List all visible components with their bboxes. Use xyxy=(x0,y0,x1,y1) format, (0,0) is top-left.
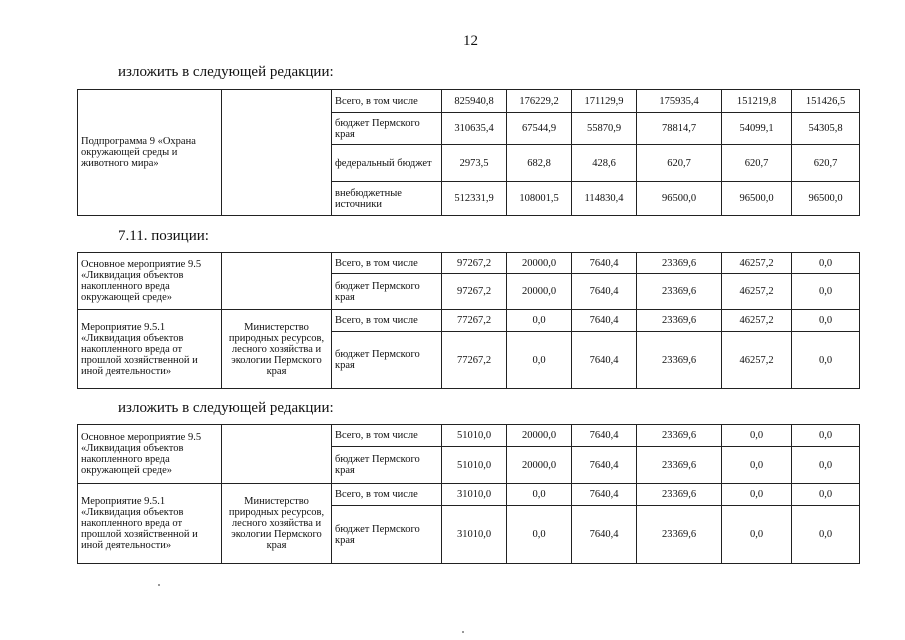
value-cell: 0,0 xyxy=(722,506,792,564)
value-cell: 0,0 xyxy=(722,425,792,447)
value-cell: 7640,4 xyxy=(572,332,637,389)
value-cell: 23369,6 xyxy=(637,274,722,310)
value-cell: 20000,0 xyxy=(507,425,572,447)
value-cell: 78814,7 xyxy=(637,113,722,145)
table-row xyxy=(78,253,860,274)
value-cell: 97267,2 xyxy=(442,253,507,274)
value-cell: 0,0 xyxy=(792,310,860,332)
value-cell: 428,6 xyxy=(572,145,637,182)
value-cell: 108001,5 xyxy=(507,182,572,216)
value-cell: 97267,2 xyxy=(442,274,507,310)
section-heading-replace-2: изложить в следующей редакции: xyxy=(118,400,334,416)
value-cell: 67544,9 xyxy=(507,113,572,145)
activity-name-cell: Мероприятие 9.5.1 «Ликвидация объектов накопленного вреда от прошлой хозяйственной и иной деятельности» xyxy=(78,310,222,389)
value-cell: 7640,4 xyxy=(572,310,637,332)
value-cell: 175935,4 xyxy=(637,90,722,113)
funding-source-cell: бюджет Пермского края xyxy=(332,332,442,389)
funding-source-cell: бюджет Пермского края xyxy=(332,447,442,484)
value-cell: 0,0 xyxy=(722,484,792,506)
value-cell: 20000,0 xyxy=(507,274,572,310)
value-cell: 176229,2 xyxy=(507,90,572,113)
value-cell: 96500,0 xyxy=(722,182,792,216)
value-cell: 7640,4 xyxy=(572,253,637,274)
value-cell: 7640,4 xyxy=(572,447,637,484)
value-cell: 20000,0 xyxy=(507,447,572,484)
main-activity-name-cell: Основное мероприятие 9.5 «Ликвидация объектов накопленного вреда окружающей среде» xyxy=(78,253,222,310)
table-row xyxy=(78,484,860,506)
value-cell: 0,0 xyxy=(792,447,860,484)
value-cell: 96500,0 xyxy=(637,182,722,216)
table-row xyxy=(78,310,860,332)
section-heading-replace-1: изложить в следующей редакции: xyxy=(118,64,334,80)
funding-table-old-positions xyxy=(77,252,860,389)
funding-source-cell: Всего, в том числе xyxy=(332,90,442,113)
funding-source-cell: внебюджетные источники xyxy=(332,182,442,216)
value-cell: 23369,6 xyxy=(637,447,722,484)
value-cell: 620,7 xyxy=(722,145,792,182)
value-cell: 0,0 xyxy=(792,506,860,564)
value-cell: 46257,2 xyxy=(722,274,792,310)
value-cell: 46257,2 xyxy=(722,310,792,332)
section-heading-positions: 7.11. позиции: xyxy=(118,228,209,244)
value-cell: 620,7 xyxy=(637,145,722,182)
value-cell: 0,0 xyxy=(507,310,572,332)
value-cell: 0,0 xyxy=(792,253,860,274)
value-cell: 55870,9 xyxy=(572,113,637,145)
value-cell: 7640,4 xyxy=(572,484,637,506)
value-cell: 7640,4 xyxy=(572,506,637,564)
value-cell: 23369,6 xyxy=(637,425,722,447)
executor-cell xyxy=(222,90,332,216)
value-cell: 54305,8 xyxy=(792,113,860,145)
value-cell: 46257,2 xyxy=(722,332,792,389)
activity-name-cell: Мероприятие 9.5.1 «Ликвидация объектов накопленного вреда от прошлой хозяйственной и иной деятельности» xyxy=(78,484,222,564)
scan-speck xyxy=(158,584,160,586)
value-cell: 31010,0 xyxy=(442,506,507,564)
value-cell: 310635,4 xyxy=(442,113,507,145)
value-cell: 0,0 xyxy=(792,332,860,389)
value-cell: 23369,6 xyxy=(637,310,722,332)
value-cell: 31010,0 xyxy=(442,484,507,506)
funding-source-cell: бюджет Пермского края xyxy=(332,274,442,310)
funding-source-cell: Всего, в том числе xyxy=(332,484,442,506)
value-cell: 77267,2 xyxy=(442,332,507,389)
scan-speck xyxy=(462,631,464,633)
page-number: 12 xyxy=(463,33,478,49)
value-cell: 51010,0 xyxy=(442,447,507,484)
value-cell: 0,0 xyxy=(792,484,860,506)
value-cell: 23369,6 xyxy=(637,506,722,564)
value-cell: 825940,8 xyxy=(442,90,507,113)
funding-source-cell: федеральный бюджет xyxy=(332,145,442,182)
value-cell: 0,0 xyxy=(722,447,792,484)
value-cell: 23369,6 xyxy=(637,253,722,274)
funding-table-subprogram-9 xyxy=(77,89,860,216)
value-cell: 0,0 xyxy=(507,484,572,506)
main-activity-name-cell: Основное мероприятие 9.5 «Ликвидация объектов накопленного вреда окружающей среде» xyxy=(78,425,222,484)
value-cell: 512331,9 xyxy=(442,182,507,216)
table-row xyxy=(78,90,860,113)
executor-cell xyxy=(222,425,332,484)
value-cell: 23369,6 xyxy=(637,484,722,506)
value-cell: 0,0 xyxy=(792,425,860,447)
value-cell: 682,8 xyxy=(507,145,572,182)
value-cell: 0,0 xyxy=(507,506,572,564)
subprogram-name-cell: Подпрограмма 9 «Охрана окружающей среды и животного мира» xyxy=(78,90,222,216)
executor-cell: Министерство природных ресурсов, лесного хозяйства и экологии Пермского края xyxy=(222,310,332,389)
executor-cell xyxy=(222,253,332,310)
funding-source-cell: Всего, в том числе xyxy=(332,310,442,332)
executor-cell: Министерство природных ресурсов, лесного хозяйства и экологии Пермского края xyxy=(222,484,332,564)
funding-source-cell: бюджет Пермского края xyxy=(332,113,442,145)
value-cell: 7640,4 xyxy=(572,274,637,310)
funding-source-cell: Всего, в том числе xyxy=(332,425,442,447)
value-cell: 54099,1 xyxy=(722,113,792,145)
value-cell: 23369,6 xyxy=(637,332,722,389)
funding-source-cell: бюджет Пермского края xyxy=(332,506,442,564)
value-cell: 0,0 xyxy=(507,332,572,389)
table-row xyxy=(78,425,860,447)
funding-table-new-positions xyxy=(77,424,860,564)
value-cell: 7640,4 xyxy=(572,425,637,447)
funding-source-cell: Всего, в том числе xyxy=(332,253,442,274)
value-cell: 151426,5 xyxy=(792,90,860,113)
value-cell: 114830,4 xyxy=(572,182,637,216)
value-cell: 96500,0 xyxy=(792,182,860,216)
value-cell: 0,0 xyxy=(792,274,860,310)
value-cell: 51010,0 xyxy=(442,425,507,447)
value-cell: 171129,9 xyxy=(572,90,637,113)
value-cell: 2973,5 xyxy=(442,145,507,182)
value-cell: 77267,2 xyxy=(442,310,507,332)
value-cell: 620,7 xyxy=(792,145,860,182)
value-cell: 151219,8 xyxy=(722,90,792,113)
value-cell: 20000,0 xyxy=(507,253,572,274)
value-cell: 46257,2 xyxy=(722,253,792,274)
